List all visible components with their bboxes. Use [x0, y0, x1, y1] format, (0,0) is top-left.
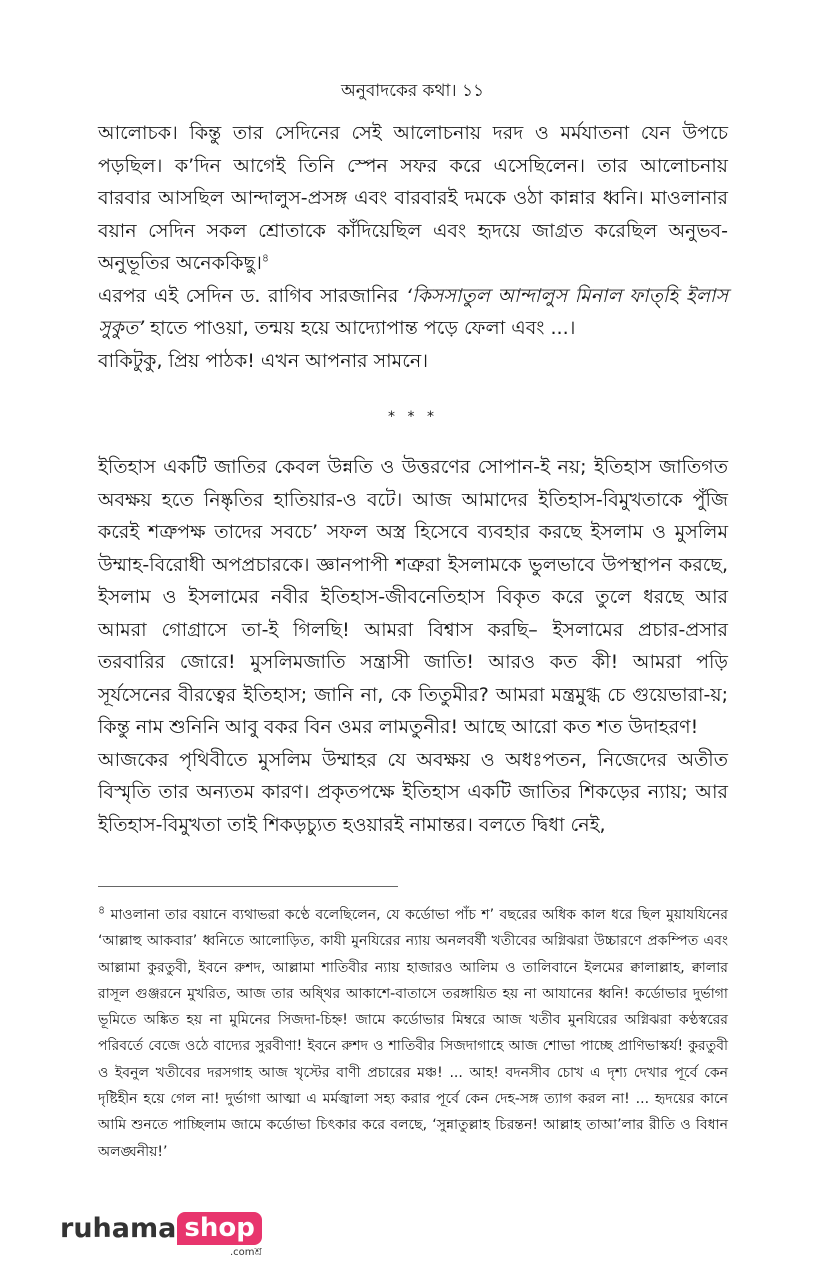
footnote-rule	[98, 886, 398, 887]
ruhamashop-logo	[60, 1212, 262, 1256]
paragraph-text: এরপর এই সেদিন ড. রাগিব সারজানির	[98, 284, 406, 307]
paragraph: আজকের পৃথিবীতে মুসলিম উম্মাহর যে অবক্ষয় ও অধঃপতন, নিজেদের অতীত বিস্মৃতি তার অন্যতম কারণ। প্রকৃতপক্ষে ইতিহাস একটি জাতির শিকড়ের ন্যায়; আর ইতিহাস-বিমুখতা তাই শিকড়চ্যুত হওয়ারই নামান্তর। বলতে দ্বিধা নেই,	[98, 748, 728, 836]
main-text	[98, 117, 728, 841]
footnote-ref[interactable]: ৪	[261, 251, 270, 265]
logo-text-shop: shop	[177, 1212, 261, 1245]
paragraph-text: আলোচক। কিন্তু তার সেদিনের সেই আলোচনায় দরদ ও মর্মযাতনা যেন উপচে পড়ছিল। ক’দিন আগেই তিনি স্পেন সফর করে এসেছিলেন। তার আলোচনায় বারবার আসছিল আন্দালুস-প্রসঙ্গ এবং বারবারই দমকে ওঠা কান্নার ধ্বনি। মাওলানার বয়ান সেদিন সকল শ্রোতাকে কাঁদিয়েছিল এবং হৃদয়ে জাগ্রত করেছিল অনুভব-অনুভূতির অনেককিছু।	[98, 122, 728, 274]
section-divider: * * *	[388, 409, 438, 425]
logo-text-domain: .comশ্র	[230, 1247, 262, 1258]
paragraph	[98, 117, 728, 280]
paragraph-text: হাতে পাওয়া, তন্ময় হয়ে আদ্যোপান্ত পড়ে ফেলা এবং ...।	[144, 317, 576, 339]
paragraph	[98, 280, 728, 345]
footnote-mark: ৪	[98, 903, 106, 917]
logo-shop-group	[177, 1212, 261, 1259]
running-header: অনুবাদকের কথা। ১১	[340, 81, 485, 101]
footnote-text: মাওলানা তার বয়ানে ব্যথাভরা কণ্ঠে বলেছিলেন, যে কর্ডোভা পাঁচ শ’ বছরের অধিক কাল ধরে ছিল মুয়াযযিনের ‘আল্লাহু আকবার’ ধ্বনিতে আলোড়িত, কাযী মুনযিরের ন্যায় অনলবর্ষী খতীবের অগ্নিঝরা উচ্চারণে প্রকম্পিত এবং আল্লামা কুরতুবী, ইবনে রুশদ, আল্লামা শাতিবীর ন্যায় হাজারও আলিম ও তালিবানে ইলমের ক্বালাল্লাহ, ক্বালার রাসূল গুঞ্জরনে মুখরিত, আজ তার অষ্থির আকাশে-বাতাসে তরঙ্গায়িত হয় না আযানের ধ্বনি! কর্ডোভার দুর্ভাগা ভূমিতে অঙ্কিত হয় না মুমিনের সিজদা-চিহ্ন! জামে কর্ডোভার মিম্বরে আজ খতীব মুনযিরের অগ্নিঝরা কণ্ঠস্বরের পরিবর্তে বেজে ওঠে বাদ্যের সুরবীণা! ইবনে রুশদ ও শাতিবীর সিজদাগাহে আজ শোভা পাচ্ছে প্রাণিভাস্কর্য! কুরতুবী ও ইবনুল খতীবের দরসগাহ আজ খৃস্টের বাণী প্রচারের মঞ্চ! ... আহ! বদনসীব চোখ এ দৃশ্য দেখার পূর্বে কেন দৃষ্টিহীন হয়ে গেল না! দুর্ভাগা আত্মা এ মর্মজ্বালা সহ্য করার পূর্বে কেন দেহ-সঙ্গ ত্যাগ করল না! ... হৃদয়ের কানে আমি শুনতে পাচ্ছিলাম জামে কর্ডোভা চিৎকার করে বলছে, ‘সুন্নাতুল্লাহ চিরন্তন! আল্লাহ তাআ’লার রীতি ও বিধান অলঙ্ঘনীয়!’	[98, 907, 728, 1160]
paragraph: বাকিটুকু, প্রিয় পাঠক! এখন আপনার সামনে।	[98, 349, 428, 372]
paragraph: ইতিহাস একটি জাতির কেবল উন্নতি ও উত্তরণের সোপান-ই নয়; ইতিহাস জাতিগত অবক্ষয় হতে নিষ্কৃতির হাতিয়ার-ও বটে। আজ আমাদের ইতিহাস-বিমুখতাকে পুঁজি করেই শত্রুপক্ষ তাদের সবচে’ সফল অস্ত্র হিসেবে ব্যবহার করছে ইসলাম ও মুসলিম উম্মাহ-বিরোধী অপপ্রচারকে। জ্ঞানপাপী শত্রুরা ইসলামকে ভুলভাবে উপস্থাপন করছে, ইসলাম ও ইসলামের নবীর ইতিহাস-জীবনেতিহাস বিকৃত করে তুলে ধরছে আর আমরা গোগ্রাসে তা-ই গিলছি! আমরা বিশ্বাস করছি– ইসলামের প্রচার-প্রসার তরবারির জোরে! মুসলিমজাতি সন্ত্রাসী জাতি! আরও কত কী! আমরা পড়ি সূর্যসেনের বীরত্বের ইতিহাস; জানি না, কে তিতুমীর? আমরা মন্ত্রমুগ্ধ চে গুয়েভারা-য়; কিন্তু নাম শুনিনি আবু বকর বিন ওমর লামতুনীর! আছে আরো কত শত উদাহরণ!	[98, 456, 728, 738]
footnote	[98, 902, 728, 1165]
book-title: ‘কিসসাতুল আন্দালুস মিনাল ফাত্‌হি ইলাস সুকুত’	[98, 284, 728, 339]
logo-text-ruhama: ruhama	[60, 1213, 177, 1244]
